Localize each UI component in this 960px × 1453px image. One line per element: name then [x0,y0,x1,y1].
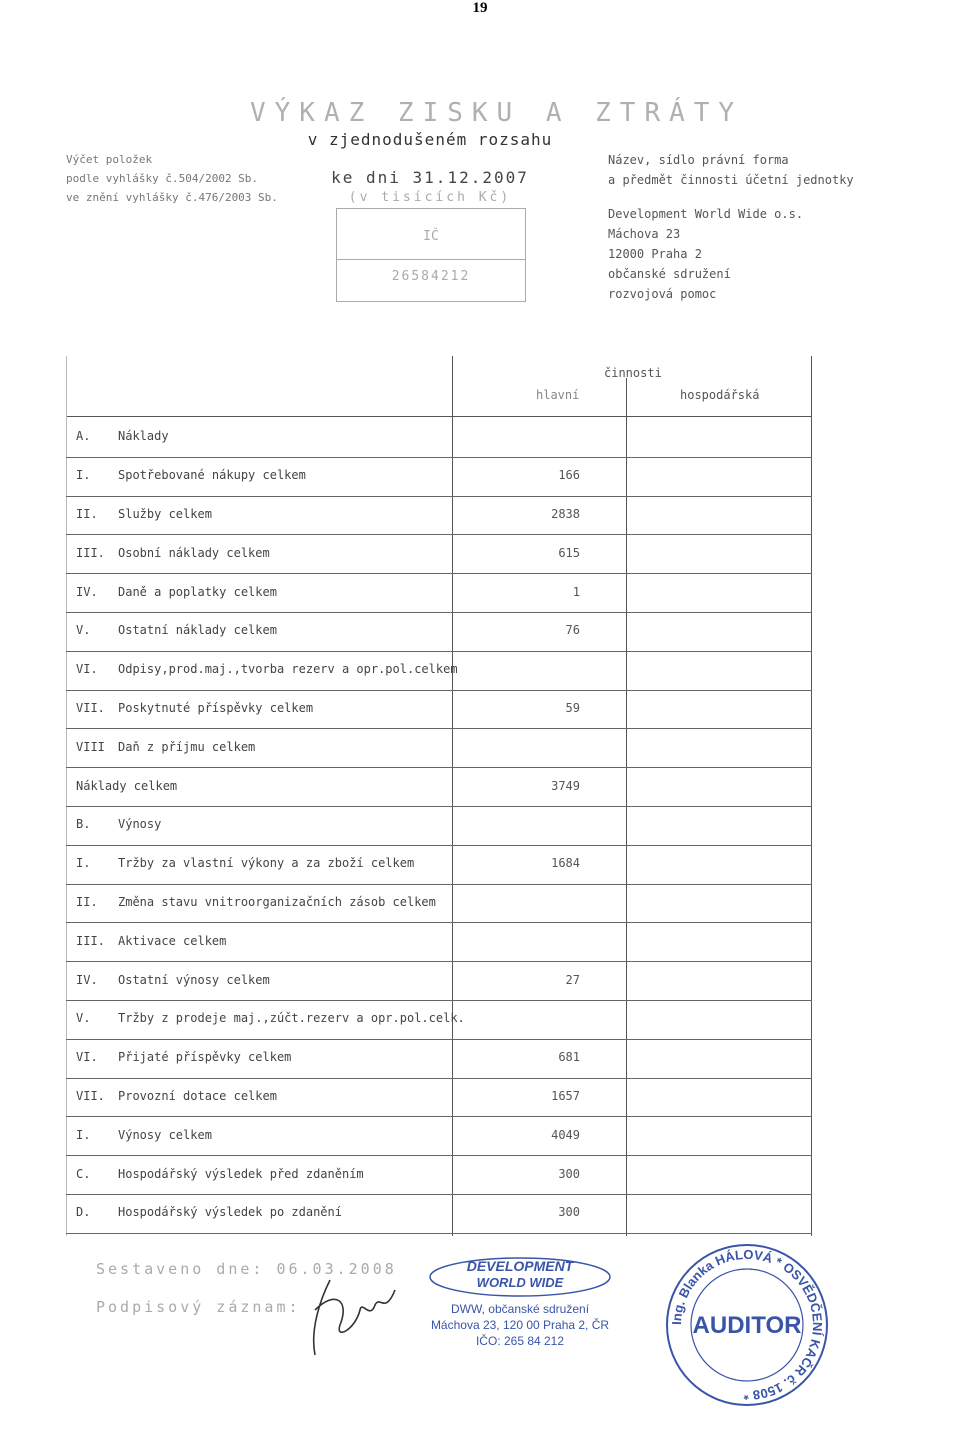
row-value: 4049 [551,1127,580,1142]
row-label: Změna stavu vnitroorganizačních zásob celkem [118,895,436,909]
row-code: V. [76,623,91,638]
row-code: VI. [76,1050,98,1065]
row-label: Tržby za vlastní výkony a za zboží celkem [118,856,415,871]
row-code: II. [76,895,98,909]
signature-label: Podpisový záznam: [96,1298,301,1316]
row-label: Provozní dotace celkem [118,1089,277,1103]
header-cinnosti: činnosti [604,366,662,380]
row-value: 1 [572,584,580,599]
left-header-line: ve znění vyhlášky č.476/2003 Sb. [66,191,278,204]
header-hlavni: hlavní [536,388,580,402]
row-label: Odpisy,prod.maj.,tvorba rezerv a opr.pol.celkem [118,662,458,677]
row-label: Tržby z prodeje maj.,zúčt.rezerv a opr.pol.celk. [118,1011,465,1026]
row-value: 59 [565,701,580,715]
org-stamp [400,1250,640,1360]
row-label: Hospodářský výsledek po zdanění [118,1205,342,1220]
row-code: I. [76,1127,91,1142]
row-label: Osobní náklady celkem [118,545,270,560]
row-label: Výnosy [118,817,162,832]
row-value: 615 [558,545,580,560]
row-label: Daně a poplatky celkem [118,584,277,599]
org-detail-line: Development World Wide o.s. [608,207,804,221]
row-code: VI. [76,662,98,677]
stamp-line1: DWW, občanské sdružení [450,1302,590,1316]
auditor-stamp [662,1240,832,1410]
stamp-logo-line1: DEVELOPMENT [466,1258,574,1274]
auditor-center-text: AUDITOR [692,1312,802,1339]
report-subtitle: v zjednodušeném rozsahu [307,130,553,149]
stamp-line3: IČO: 265 84 212 [475,1334,565,1348]
row-label: Daň z příjmu celkem [118,739,256,754]
row-code: VIII [76,739,105,754]
report-date: ke dni 31.12.2007 [331,168,529,187]
row-label: Služby celkem [118,507,212,521]
ico-box [336,208,526,302]
handwritten-signature [300,1270,410,1360]
row-value: 1657 [551,1089,580,1103]
row-value: 2838 [551,507,580,521]
row-label: Ostatní výnosy celkem [118,972,270,987]
row-label: Náklady [118,429,169,444]
row-value: 27 [565,972,580,987]
page-number: 19 [472,0,488,16]
row-label: Ostatní náklady celkem [118,623,277,638]
auditor-ring-text: Ing. Blanka HÁLOVÁ * OSVĚDČENÍ KAČR č. 1508 * [668,1246,826,1404]
row-value: 300 [558,1205,580,1220]
row-code: C. [76,1166,91,1181]
left-header [66,150,278,207]
row-code: I. [76,856,91,871]
compiled-label: Sestaveno dne: [96,1260,265,1278]
row-label: Náklady celkem [76,778,178,793]
row-label: Poskytnuté příspěvky celkem [118,701,314,715]
org-detail-line: rozvojová pomoc [608,287,717,301]
row-label: Výnosy celkem [118,1127,212,1142]
row-code: IV. [76,584,98,599]
row-code: A. [76,429,91,444]
row-value: 1684 [551,856,580,871]
ico-value: 26584212 [391,269,471,284]
row-code: II. [76,507,98,521]
report-units: (v tisících Kč) [348,190,512,205]
row-value: 166 [558,468,580,483]
stamp-logo-line2: WORLD WIDE [476,1275,564,1290]
left-header-line: Výčet položek [66,153,153,166]
header-hospodarska: hospodářská [680,388,760,402]
row-value: 300 [558,1166,580,1181]
row-value: 681 [558,1050,580,1065]
row-code: D. [76,1205,91,1220]
row-value: 76 [565,623,580,638]
ico-label: IČ [423,229,439,244]
row-code: VII. [76,701,105,715]
row-code: III. [76,933,105,948]
compiled-value: 06.03.2008 [276,1260,397,1278]
org-info [608,150,854,304]
org-header-line: a předmět činnosti účetní jednotky [608,173,854,187]
stamp-line2: Máchova 23, 120 00 Praha 2, ČR [430,1318,610,1332]
org-detail-line: občanské sdružení [608,267,731,281]
org-header-line: Název, sídlo právní forma [608,153,789,167]
row-code: B. [76,817,91,832]
row-code: I. [76,468,91,483]
row-label: Spotřebované nákupy celkem [118,468,306,483]
report-title: VÝKAZ ZISKU A ZTRÁTY [250,98,744,128]
row-value: 3749 [551,778,580,793]
row-code: IV. [76,972,98,987]
org-detail-line: 12000 Praha 2 [608,247,702,261]
row-code: VII. [76,1089,105,1103]
income-statement-table [66,356,812,1236]
org-detail-line: Máchova 23 [608,227,681,241]
left-header-line: podle vyhlášky č.504/2002 Sb. [66,172,259,185]
row-label: Hospodářský výsledek před zdaněním [118,1166,364,1181]
row-label: Aktivace celkem [118,933,227,948]
row-code: V. [76,1011,91,1026]
row-code: III. [76,545,105,560]
row-label: Přijaté příspěvky celkem [118,1050,292,1065]
